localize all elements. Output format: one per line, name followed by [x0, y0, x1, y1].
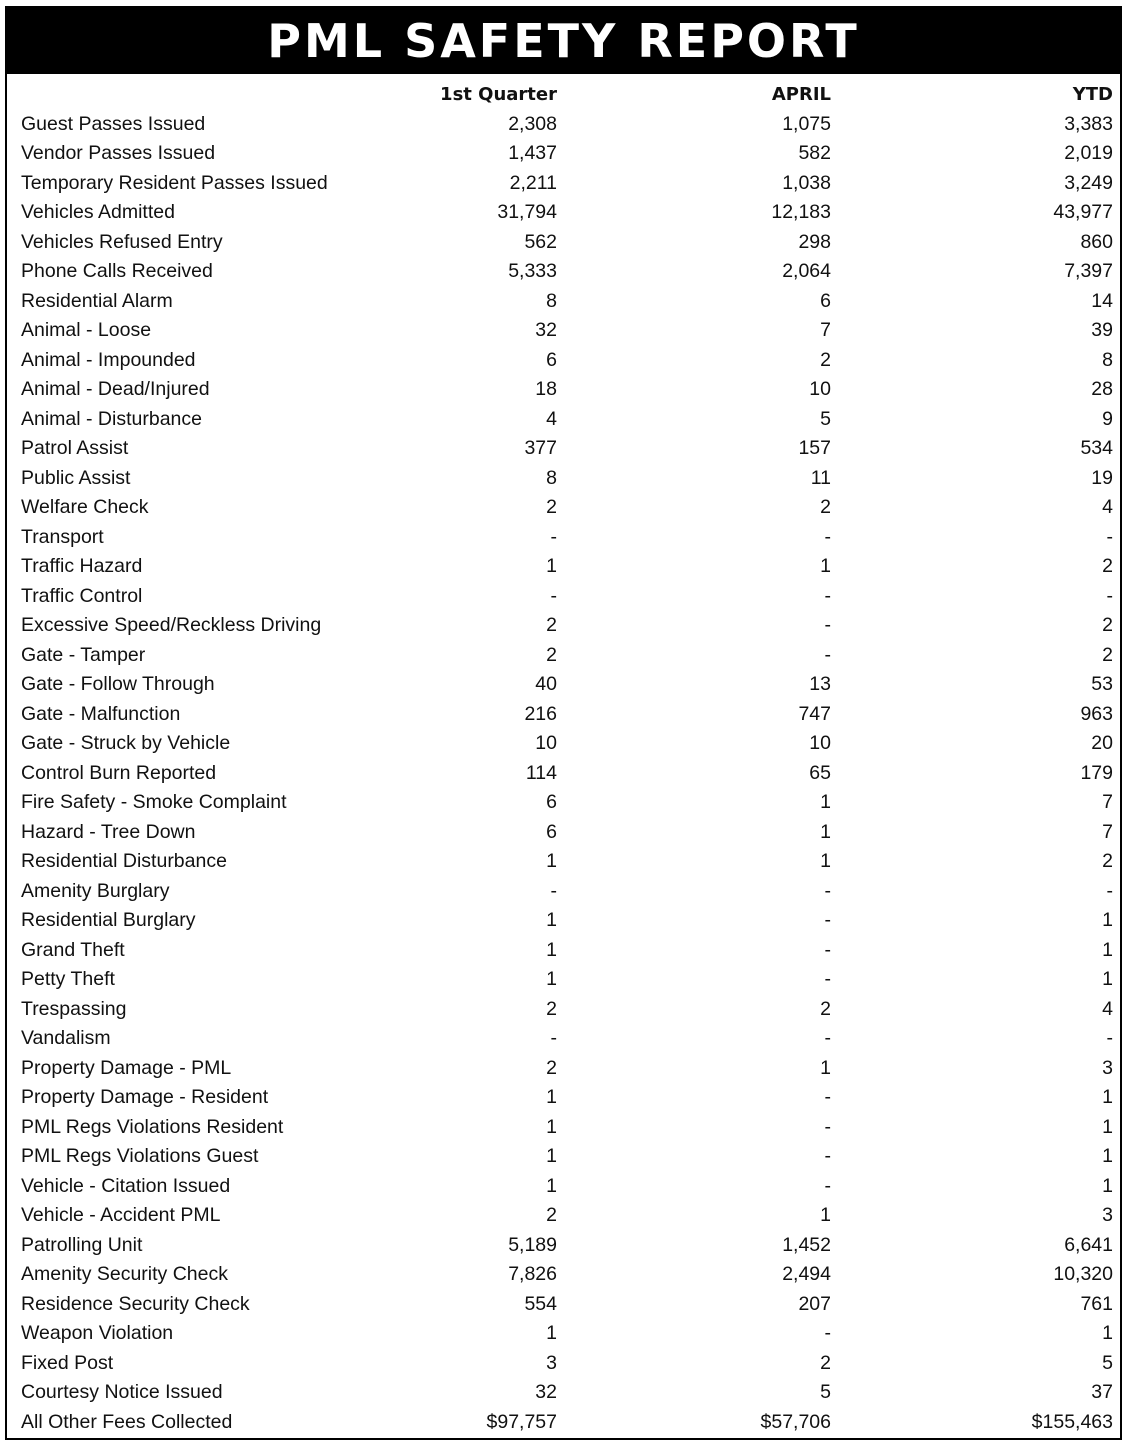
row-value-ytd: 179	[1080, 761, 1113, 784]
row-label: Guest Passes Issued	[21, 112, 206, 135]
row-value-1st-quarter: 7,826	[508, 1263, 557, 1285]
row-value-april: 1	[820, 791, 831, 813]
column-header-row	[7, 80, 1120, 110]
row-value-1st-quarter: 2,308	[508, 112, 557, 135]
table-row	[7, 1349, 1120, 1379]
row-value-ytd: 37	[1091, 1381, 1113, 1403]
row-value-1st-quarter: 8	[546, 289, 557, 312]
row-value-april: -	[824, 1145, 831, 1167]
table-row	[7, 434, 1120, 464]
row-value-april: 10	[809, 732, 831, 754]
row-value-1st-quarter: 2	[546, 496, 557, 518]
row-value-1st-quarter: 32	[535, 319, 557, 341]
row-value-april: 1,452	[782, 1233, 831, 1256]
row-value-april: -	[824, 879, 831, 902]
row-value-1st-quarter: 18	[535, 378, 557, 400]
row-value-april: 13	[809, 673, 831, 695]
row-label: PML Regs Violations Resident	[21, 1115, 284, 1138]
row-label: Amenity Burglary	[21, 879, 170, 902]
table-row	[7, 169, 1120, 199]
row-value-ytd: -	[1106, 879, 1113, 902]
row-value-april: 10	[809, 378, 831, 400]
row-value-ytd: 4	[1102, 496, 1113, 518]
row-label: Patrol Assist	[21, 437, 129, 459]
row-value-ytd: -	[1106, 584, 1113, 607]
table-row	[7, 464, 1120, 494]
row-value-ytd: 8	[1102, 348, 1113, 371]
table-row	[7, 788, 1120, 818]
row-value-april: -	[824, 643, 831, 666]
row-value-1st-quarter: 216	[524, 702, 557, 725]
row-value-ytd: 963	[1080, 702, 1113, 725]
row-value-1st-quarter: 1	[546, 968, 557, 990]
row-value-april: 1	[820, 850, 831, 872]
row-label: Gate - Follow Through	[21, 673, 215, 695]
safety-report-table	[5, 6, 1122, 1440]
row-value-april: 2	[820, 1351, 831, 1374]
row-label: Gate - Tamper	[21, 643, 146, 666]
table-row	[7, 995, 1120, 1025]
row-value-ytd: 5	[1102, 1351, 1113, 1374]
table-row	[7, 641, 1120, 671]
row-label: Control Burn Reported	[21, 761, 217, 784]
row-label: Transport	[21, 525, 104, 548]
row-value-ytd: 9	[1102, 407, 1113, 430]
row-value-april: 1	[820, 1204, 831, 1226]
table-row	[7, 1024, 1120, 1054]
row-value-1st-quarter: 562	[524, 230, 557, 253]
row-value-1st-quarter: 6	[546, 791, 557, 813]
row-label: Vehicles Refused Entry	[21, 230, 223, 253]
table-row	[7, 936, 1120, 966]
table-row	[7, 228, 1120, 258]
table-row	[7, 346, 1120, 376]
row-label: Fire Safety - Smoke Complaint	[21, 791, 287, 813]
row-label: Hazard - Tree Down	[21, 820, 196, 843]
table-row	[7, 729, 1120, 759]
row-value-april: -	[824, 1322, 831, 1344]
row-value-ytd: 1	[1102, 1086, 1113, 1108]
row-value-april: -	[824, 938, 831, 961]
row-value-april: 2	[820, 496, 831, 518]
table-row	[7, 1260, 1120, 1290]
row-value-ytd: 1	[1102, 909, 1113, 931]
row-value-april: 747	[798, 702, 831, 725]
row-value-1st-quarter: 1	[546, 1115, 557, 1138]
table-row	[7, 110, 1120, 140]
row-label: Public Assist	[21, 466, 131, 489]
table-row	[7, 818, 1120, 848]
row-value-1st-quarter: 10	[535, 732, 557, 754]
row-value-april: -	[824, 1174, 831, 1197]
row-value-april: 207	[798, 1292, 831, 1315]
row-value-april: 2,494	[782, 1263, 831, 1285]
row-value-ytd: 3	[1102, 1204, 1113, 1226]
row-value-april: -	[824, 614, 831, 636]
row-value-april: 1,075	[782, 112, 831, 135]
row-label: Animal - Disturbance	[21, 407, 202, 430]
table-row	[7, 847, 1120, 877]
row-value-april: $57,706	[760, 1410, 831, 1433]
table-row	[7, 552, 1120, 582]
table-row	[7, 700, 1120, 730]
row-value-ytd: 7	[1102, 820, 1113, 843]
row-value-april: 5	[820, 1381, 831, 1403]
table-row	[7, 1231, 1120, 1261]
row-value-ytd: 2	[1102, 850, 1113, 872]
row-label: Animal - Loose	[21, 319, 152, 341]
row-value-ytd: 2	[1102, 614, 1113, 636]
row-label: Excessive Speed/Reckless Driving	[21, 614, 322, 636]
table-row	[7, 1378, 1120, 1408]
column-header-april: APRIL	[771, 84, 831, 105]
row-value-1st-quarter: 5,333	[508, 260, 557, 282]
row-value-ytd: 53	[1091, 673, 1113, 695]
row-label: Fixed Post	[21, 1351, 114, 1374]
row-value-1st-quarter: 6	[546, 820, 557, 843]
row-value-april: 2	[820, 348, 831, 371]
row-value-ytd: 20	[1091, 732, 1113, 754]
row-value-1st-quarter: 5,189	[508, 1233, 557, 1256]
row-label: Courtesy Notice Issued	[21, 1381, 223, 1403]
table-row	[7, 1142, 1120, 1172]
row-value-april: 11	[810, 466, 831, 489]
row-label: Petty Theft	[21, 968, 115, 990]
row-value-1st-quarter: 1	[546, 555, 557, 577]
row-value-april: -	[824, 968, 831, 990]
row-value-1st-quarter: 2	[546, 614, 557, 636]
row-label: Patrolling Unit	[21, 1233, 143, 1256]
table-row	[7, 906, 1120, 936]
table-row	[7, 1408, 1120, 1438]
row-value-1st-quarter: -	[550, 584, 557, 607]
column-header-ytd: YTD	[1072, 84, 1113, 105]
row-value-1st-quarter: 1	[546, 1145, 557, 1167]
row-value-ytd: 4	[1102, 997, 1113, 1020]
row-value-april: 157	[798, 437, 831, 459]
row-label: Vehicle - Citation Issued	[21, 1174, 231, 1197]
row-value-ytd: 1	[1102, 1322, 1113, 1344]
table-row	[7, 1319, 1120, 1349]
row-value-1st-quarter: 8	[546, 466, 557, 489]
row-value-1st-quarter: 31,794	[497, 201, 557, 223]
table-row	[7, 1201, 1120, 1231]
table-row	[7, 139, 1120, 169]
row-value-1st-quarter: -	[550, 879, 557, 902]
row-value-ytd: 1	[1102, 938, 1113, 961]
row-value-1st-quarter: 377	[524, 437, 557, 459]
row-value-ytd: 39	[1091, 319, 1113, 341]
row-value-ytd: 3,383	[1064, 112, 1113, 135]
row-value-1st-quarter: 1	[546, 850, 557, 872]
row-label: All Other Fees Collected	[21, 1410, 233, 1433]
row-label: Animal - Dead/Injured	[21, 378, 210, 400]
row-value-ytd: 6,641	[1064, 1233, 1113, 1256]
row-value-april: -	[824, 1086, 831, 1108]
row-label: PML Regs Violations Guest	[21, 1145, 259, 1167]
row-value-april: -	[824, 1115, 831, 1138]
row-value-april: -	[824, 909, 831, 931]
row-value-ytd: 14	[1091, 289, 1113, 312]
row-value-1st-quarter: 2	[546, 1204, 557, 1226]
row-label: Residential Disturbance	[21, 850, 227, 872]
row-value-april: 12,183	[771, 201, 831, 223]
table-row	[7, 316, 1120, 346]
row-value-ytd: 1	[1102, 1145, 1113, 1167]
row-value-ytd: 761	[1080, 1292, 1113, 1315]
row-value-ytd: 860	[1080, 230, 1113, 253]
report-title: PML SAFETY REPORT	[7, 8, 1120, 74]
row-label: Property Damage - PML	[21, 1056, 232, 1079]
row-value-april: 1	[820, 820, 831, 843]
row-label: Amenity Security Check	[21, 1263, 228, 1285]
row-value-ytd: 10,320	[1053, 1263, 1113, 1285]
row-value-1st-quarter: $97,757	[486, 1410, 557, 1433]
row-value-1st-quarter: 40	[535, 673, 557, 695]
row-value-ytd: 3	[1102, 1056, 1113, 1079]
row-label: Residence Security Check	[21, 1292, 250, 1315]
table-row	[7, 287, 1120, 317]
row-value-april: 65	[809, 761, 831, 784]
table-row	[7, 1290, 1120, 1320]
row-value-ytd: 1	[1102, 1174, 1113, 1197]
row-label: Traffic Hazard	[21, 555, 143, 577]
row-value-1st-quarter: 6	[546, 348, 557, 371]
row-value-1st-quarter: 2	[546, 1056, 557, 1079]
row-value-april: 7	[820, 319, 831, 341]
row-value-ytd: 2	[1102, 555, 1113, 577]
row-value-1st-quarter: 2,211	[509, 171, 557, 194]
row-value-april: 1	[820, 555, 831, 577]
row-value-1st-quarter: 114	[525, 761, 557, 784]
column-header-1st-quarter: 1st Quarter	[440, 84, 557, 105]
row-value-1st-quarter: 1	[546, 1086, 557, 1108]
row-value-1st-quarter: 3	[546, 1351, 557, 1374]
row-value-ytd: 1	[1102, 968, 1113, 990]
row-label: Property Damage - Resident	[21, 1086, 269, 1108]
row-label: Residential Alarm	[21, 289, 173, 312]
row-label: Vandalism	[21, 1027, 111, 1049]
row-value-1st-quarter: 2	[546, 997, 557, 1020]
table-row	[7, 523, 1120, 553]
row-value-april: 5	[820, 407, 831, 430]
table-row	[7, 670, 1120, 700]
row-value-1st-quarter: 1	[546, 938, 557, 961]
row-value-1st-quarter: 2	[546, 643, 557, 666]
row-value-ytd: 3,249	[1064, 171, 1113, 194]
row-label: Vehicle - Accident PML	[21, 1204, 221, 1226]
table-row	[7, 375, 1120, 405]
row-value-ytd: -	[1106, 525, 1113, 548]
table-row	[7, 257, 1120, 287]
table-row	[7, 1083, 1120, 1113]
row-value-1st-quarter: 1	[546, 1174, 557, 1197]
table-row	[7, 582, 1120, 612]
row-label: Vehicles Admitted	[21, 201, 175, 223]
table-row	[7, 1113, 1120, 1143]
row-label: Trespassing	[21, 997, 127, 1020]
row-value-ytd: 28	[1091, 378, 1113, 400]
row-label: Residential Burglary	[21, 909, 196, 931]
row-value-april: 1	[820, 1056, 831, 1079]
table-row	[7, 1054, 1120, 1084]
row-value-ytd: -	[1106, 1027, 1113, 1049]
table-row	[7, 198, 1120, 228]
row-label: Grand Theft	[21, 938, 125, 961]
row-value-april: -	[824, 525, 831, 548]
row-value-april: 1,038	[782, 171, 831, 194]
row-value-april: 6	[820, 289, 831, 312]
row-value-1st-quarter: 554	[524, 1292, 557, 1315]
table-row	[7, 1172, 1120, 1202]
row-label: Weapon Violation	[21, 1322, 174, 1344]
row-value-ytd: $155,463	[1031, 1410, 1113, 1433]
row-value-ytd: 7	[1102, 791, 1113, 813]
row-value-1st-quarter: 32	[535, 1381, 557, 1403]
row-label: Welfare Check	[21, 496, 149, 518]
table-row	[7, 759, 1120, 789]
row-label: Gate - Struck by Vehicle	[21, 732, 231, 754]
row-value-april: -	[824, 584, 831, 607]
row-label: Traffic Control	[21, 584, 143, 607]
row-value-1st-quarter: 1	[546, 909, 557, 931]
row-value-ytd: 2	[1102, 643, 1113, 666]
row-value-ytd: 534	[1080, 437, 1113, 459]
table-row	[7, 965, 1120, 995]
row-value-1st-quarter: 1,437	[508, 142, 557, 164]
row-label: Vendor Passes Issued	[21, 142, 216, 164]
row-label: Phone Calls Received	[21, 260, 213, 282]
row-value-april: 298	[798, 230, 831, 253]
row-value-ytd: 43,977	[1053, 201, 1113, 223]
row-value-ytd: 1	[1102, 1115, 1113, 1138]
row-value-1st-quarter: 4	[546, 407, 557, 430]
table-row	[7, 611, 1120, 641]
row-value-april: -	[824, 1027, 831, 1049]
table-row	[7, 493, 1120, 523]
row-value-ytd: 7,397	[1064, 260, 1113, 282]
table-row	[7, 877, 1120, 907]
row-label: Gate - Malfunction	[21, 702, 181, 725]
row-value-ytd: 2,019	[1064, 142, 1113, 164]
row-value-1st-quarter: 1	[546, 1322, 557, 1344]
row-label: Temporary Resident Passes Issued	[21, 171, 328, 194]
row-value-april: 2,064	[782, 260, 831, 282]
row-label: Animal - Impounded	[21, 348, 196, 371]
row-value-ytd: 19	[1091, 466, 1113, 489]
row-value-april: 582	[798, 142, 831, 164]
row-value-april: 2	[820, 997, 831, 1020]
row-value-1st-quarter: -	[550, 1027, 557, 1049]
table-row	[7, 405, 1120, 435]
row-value-1st-quarter: -	[550, 525, 557, 548]
